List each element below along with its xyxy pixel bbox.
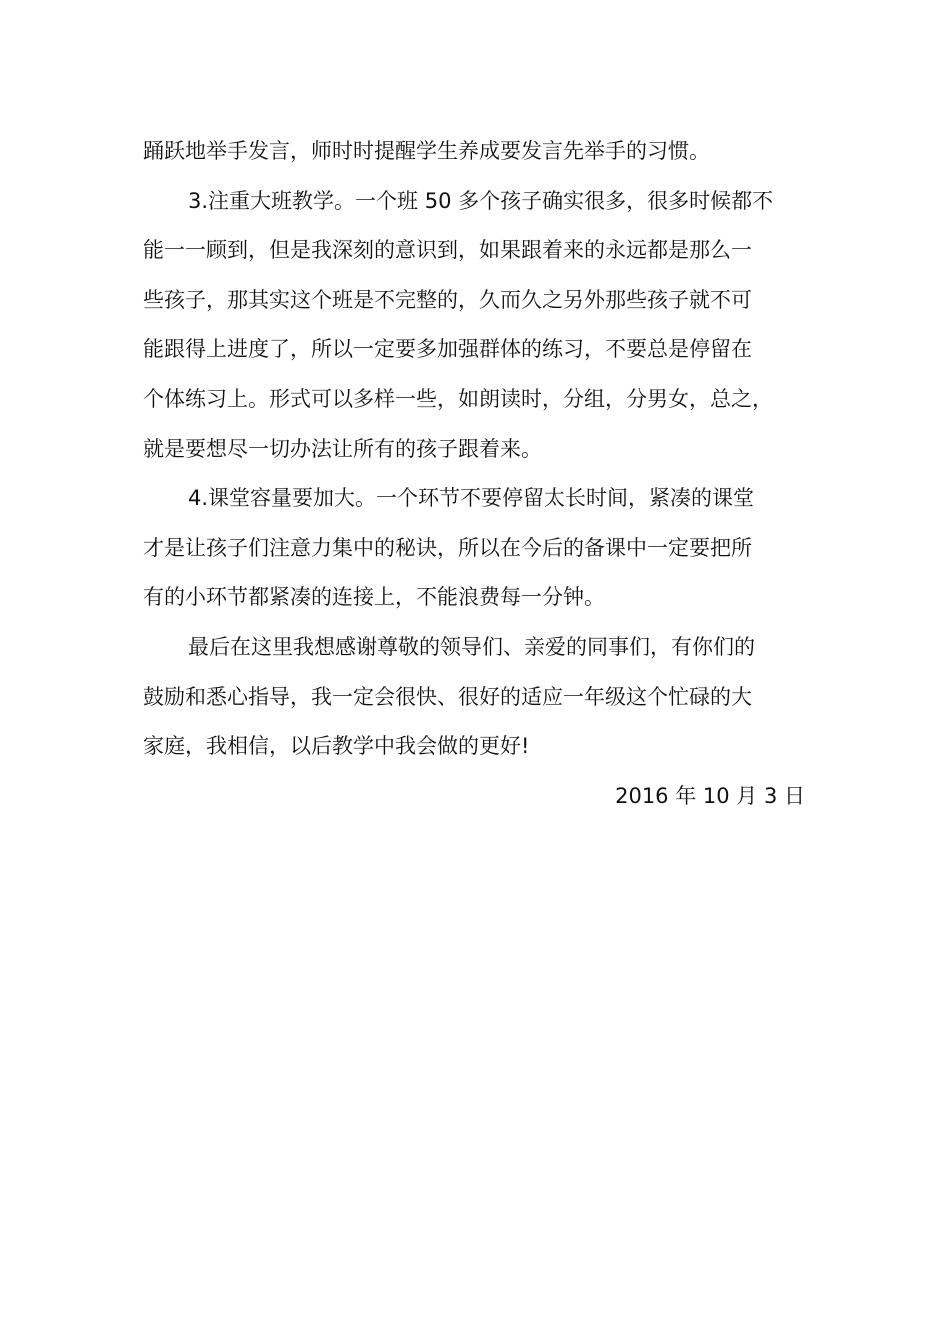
closing-paragraph-start: 最后在这里我想感谢尊敬的领导们、亲爱的同事们，有你们的 [188, 634, 755, 659]
paragraph-4-start: 4.课堂容量要加大。一个环节不要停留太长时间，紧凑的课堂 [188, 486, 755, 511]
document-date: 2016 年 10 月 3 日 [615, 783, 805, 808]
body-line: 能跟得上进度了，所以一定要多加强群体的练习，不要总是停留在 [143, 337, 752, 362]
body-line: 些孩子，那其实这个班是不完整的，久而久之另外那些孩子就不可 [143, 287, 752, 312]
body-line: 个体练习上。形式可以多样一些，如朗读时，分组，分男女，总之， [143, 386, 773, 411]
body-line: 鼓励和悉心指导，我一定会很快、很好的适应一年级这个忙碌的大 [143, 684, 752, 709]
document-body [143, 127, 815, 821]
body-line: 才是让孩子们注意力集中的秘诀，所以在今后的备课中一定要把所 [143, 535, 752, 560]
paragraph-3-start: 3.注重大班教学。一个班 50 多个孩子确实很多，很多时候都不 [188, 188, 774, 213]
body-line: 能一一顾到，但是我深刻的意识到，如果跟着来的永远都是那么一 [143, 238, 752, 263]
body-line: 踊跃地举手发言，师时时提醒学生养成要发言先举手的习惯。 [143, 139, 710, 163]
body-line: 家庭，我相信，以后教学中我会做的更好! [143, 734, 530, 759]
body-line: 就是要想尽一切办法让所有的孩子跟着来。 [143, 436, 542, 461]
body-line: 有的小环节都紧凑的连接上，不能浪费每一分钟。 [143, 585, 605, 610]
